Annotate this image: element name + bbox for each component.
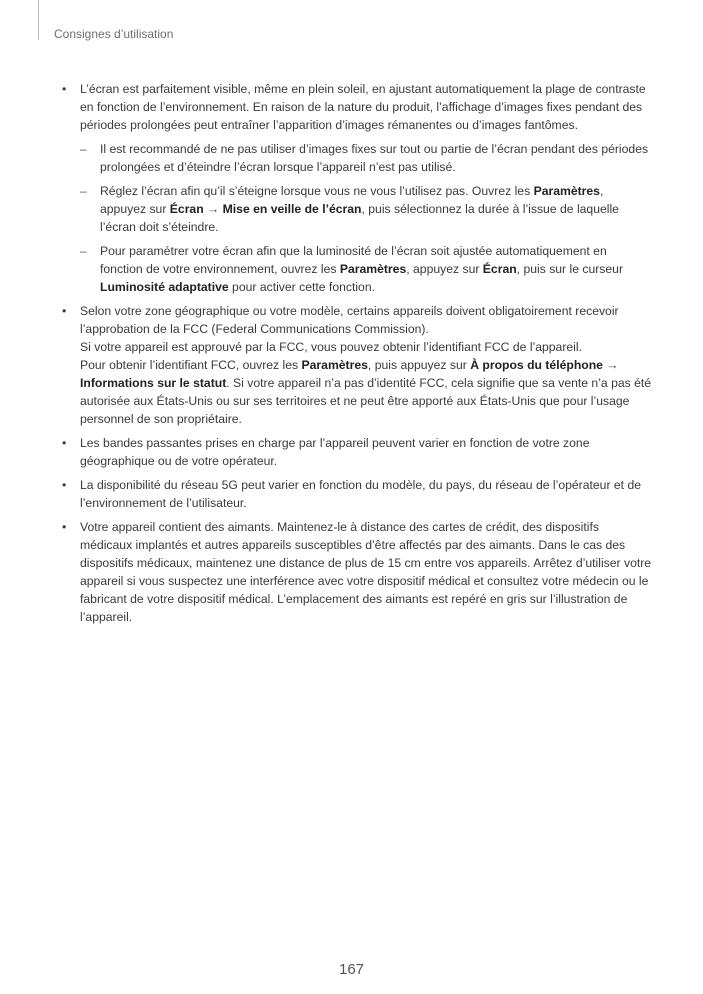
menu-ref-display: Écran <box>482 262 517 276</box>
bullet-text: • La disponibilité du réseau 5G peut varier en fonction du modèle, du pays, du réseau de l’opérateur et de l’environnement de l’utilisateur. <box>80 478 641 510</box>
bullet-text: • Les bandes passantes prises en charge par l’appareil peuvent varier en fonction de votre zone géographique ou de votre opérateur. <box>80 436 590 468</box>
sub-item-adaptive-brightness: – Pour paramétrer votre écran afin que la luminosité de l’écran soit ajustée automatiquement en fonction de votre environnement, ouvrez les Paramètres, appuyez sur Écran, puis sur le curseur Luminosité adaptative pour activer cette fonction. <box>80 242 652 296</box>
menu-ref-status-info: Informations sur le statut <box>80 376 227 390</box>
menu-ref-settings: Paramètres <box>533 184 600 198</box>
bullet-5g-availability <box>62 476 652 512</box>
menu-ref-display: Écran <box>169 202 204 216</box>
page-number: 167 <box>338 961 365 978</box>
bullet-fcc-approval <box>62 302 652 428</box>
bullet-text: • L’écran est parfaitement visible, même en plein soleil, en ajustant automatiquement la plage de contraste en fonction de l’environnement. En raison de la nature du produit, l’affichage d’images fixes pendant des périodes prolongées peut entraîner l’apparition d’images rémanentes ou d’images fantômes. <box>80 82 646 132</box>
bullet-text: • Votre appareil contient des aimants. Maintenez-le à distance des cartes de crédit, des dispositifs médicaux implantés et autres appareils susceptibles d’être affectés par des aimants. Dans le cas des dispositifs médicaux, maintenez une distance de plus de 15 cm entre vos appareils. Arrêtez d’utiliser votre appareil si vous suspectez une interférence avec votre dispositif médical et consultez votre médecin ou le fabricant de votre dispositif médical. L’emplacement des aimants est repéré en gris sur l’illustration de l’appareil. <box>80 520 652 624</box>
bullet-magnets <box>62 518 652 626</box>
bullet-text: • Selon votre zone géographique ou votre modèle, certains appareils doivent obligatoirement recevoir l’approbation de la FCC (Federal Communications Commission). <box>80 304 619 336</box>
menu-ref-adaptive-brightness: Luminosité adaptative <box>100 280 229 294</box>
menu-ref-screen-timeout: Mise en veille de l’écran <box>222 202 362 216</box>
bullet-screen-visibility <box>62 80 652 296</box>
menu-ref-settings: Paramètres <box>339 262 407 276</box>
page-content <box>62 80 652 632</box>
menu-ref-settings: Paramètres <box>301 358 368 372</box>
section-title: Consignes d’utilisation <box>54 27 174 41</box>
fcc-paragraph: Si votre appareil est approuvé par la FCC, vous pouvez obtenir l’identifiant FCC de l’appareil. Pour obtenir l’identifiant FCC, ouvrez les Paramètres, puis appuyez sur À propos du téléphone → Informations sur le statut. Si votre appareil n’a pas d’identité FCC, cela signifie que sa vente n’a pas été autorisée aux États-Unis ou sur ses territoires et ne peut être apporté aux États-Unis que pour l’usage personnel de son propriétaire. <box>80 340 652 426</box>
sub-item-screen-timeout: – Réglez l’écran afin qu’il s’éteigne lorsque vous ne vous l’utilisez pas. Ouvrez les Paramètres, appuyez sur Écran → Mise en veille de l’écran, puis sélectionnez la durée à l’issue de laquelle l’écran doit s’éteindre. <box>80 182 652 236</box>
header-divider <box>38 0 39 40</box>
sub-item-still-images: – Il est recommandé de ne pas utiliser d’images fixes sur tout ou partie de l’écran pendant des périodes prolongées et d’éteindre l’écran lorsque l’appareil n’est pas utilisé. <box>80 140 652 176</box>
menu-ref-about-phone: À propos du téléphone <box>470 358 603 372</box>
bullet-bandwidth <box>62 434 652 470</box>
